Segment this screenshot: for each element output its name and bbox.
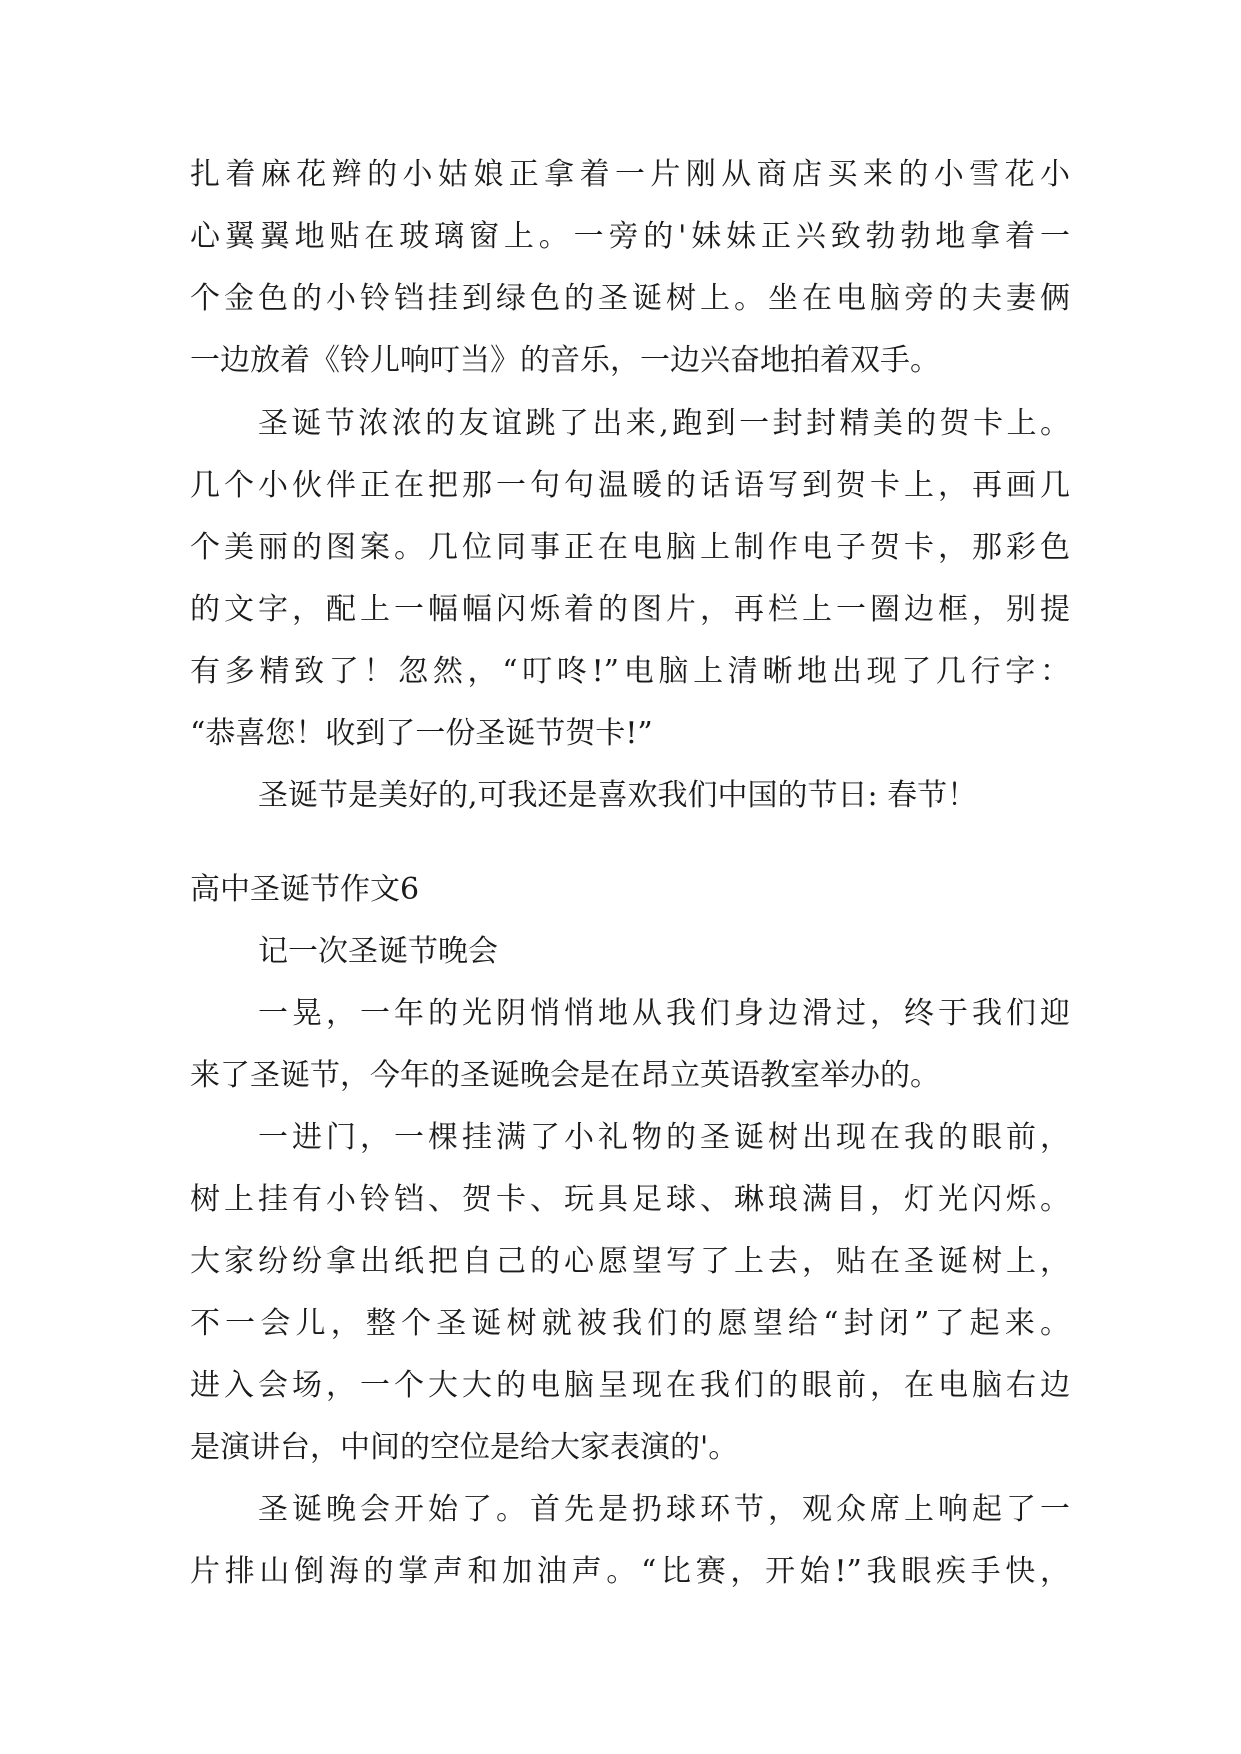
paragraph-line: “恭喜您！收到了一份圣诞节贺卡!”	[190, 716, 653, 751]
section-subtitle: 记一次圣诞节晚会	[258, 934, 498, 969]
paragraph-line: 片排山倒海的掌声和加油声。“比赛，开始!”我眼疾手快，	[190, 1554, 1070, 1589]
paragraph-line: 个美丽的图案。几位同事正在电脑上制作电子贺卡，那彩色	[190, 530, 1070, 565]
section-title: 高中圣诞节作文6	[190, 872, 420, 907]
paragraph-line: 一边放着《铃儿响叮当》的音乐，一边兴奋地拍着双手。	[190, 343, 940, 378]
paragraph-line: 是演讲台，中间的空位是给大家表演的'。	[190, 1430, 739, 1465]
paragraph-line: 心翼翼地贴在玻璃窗上。一旁的'妹妹正兴致勃勃地拿着一	[190, 219, 1070, 254]
paragraph-line: 一晃，一年的光阴悄悄地从我们身边滑过，终于我们迎	[258, 996, 1070, 1031]
paragraph-line: 一进门，一棵挂满了小礼物的圣诞树出现在我的眼前，	[258, 1120, 1070, 1155]
paragraph-line: 不一会儿，整个圣诞树就被我们的愿望给“封闭”了起来。	[190, 1306, 1070, 1341]
paragraph-line: 个金色的小铃铛挂到绿色的圣诞树上。坐在电脑旁的夫妻俩	[190, 281, 1070, 316]
paragraph-line: 圣诞节是美好的,可我还是喜欢我们中国的节日: 春节！	[258, 778, 978, 813]
paragraph-line: 来了圣诞节，今年的圣诞晚会是在昂立英语教室举办的。	[190, 1058, 940, 1093]
paragraph-line: 有多精致了！忽然，“叮咚!”电脑上清晰地出现了几行字：	[190, 654, 1070, 689]
paragraph-line: 树上挂有小铃铛、贺卡、玩具足球、琳琅满目，灯光闪烁。	[190, 1182, 1070, 1217]
paragraph-line: 的文字，配上一幅幅闪烁着的图片，再栏上一圈边框，别提	[190, 592, 1070, 627]
paragraph-line: 圣诞晚会开始了。首先是扔球环节，观众席上响起了一	[258, 1492, 1070, 1527]
paragraph-line: 扎着麻花辫的小姑娘正拿着一片刚从商店买来的小雪花小	[190, 157, 1070, 192]
paragraph-line: 进入会场，一个大大的电脑呈现在我们的眼前，在电脑右边	[190, 1368, 1070, 1403]
paragraph-line: 大家纷纷拿出纸把自己的心愿望写了上去，贴在圣诞树上，	[190, 1244, 1070, 1279]
paragraph-line: 几个小伙伴正在把那一句句温暖的话语写到贺卡上，再画几	[190, 468, 1070, 503]
paragraph-line: 圣诞节浓浓的友谊跳了出来,跑到一封封精美的贺卡上。	[258, 406, 1070, 441]
